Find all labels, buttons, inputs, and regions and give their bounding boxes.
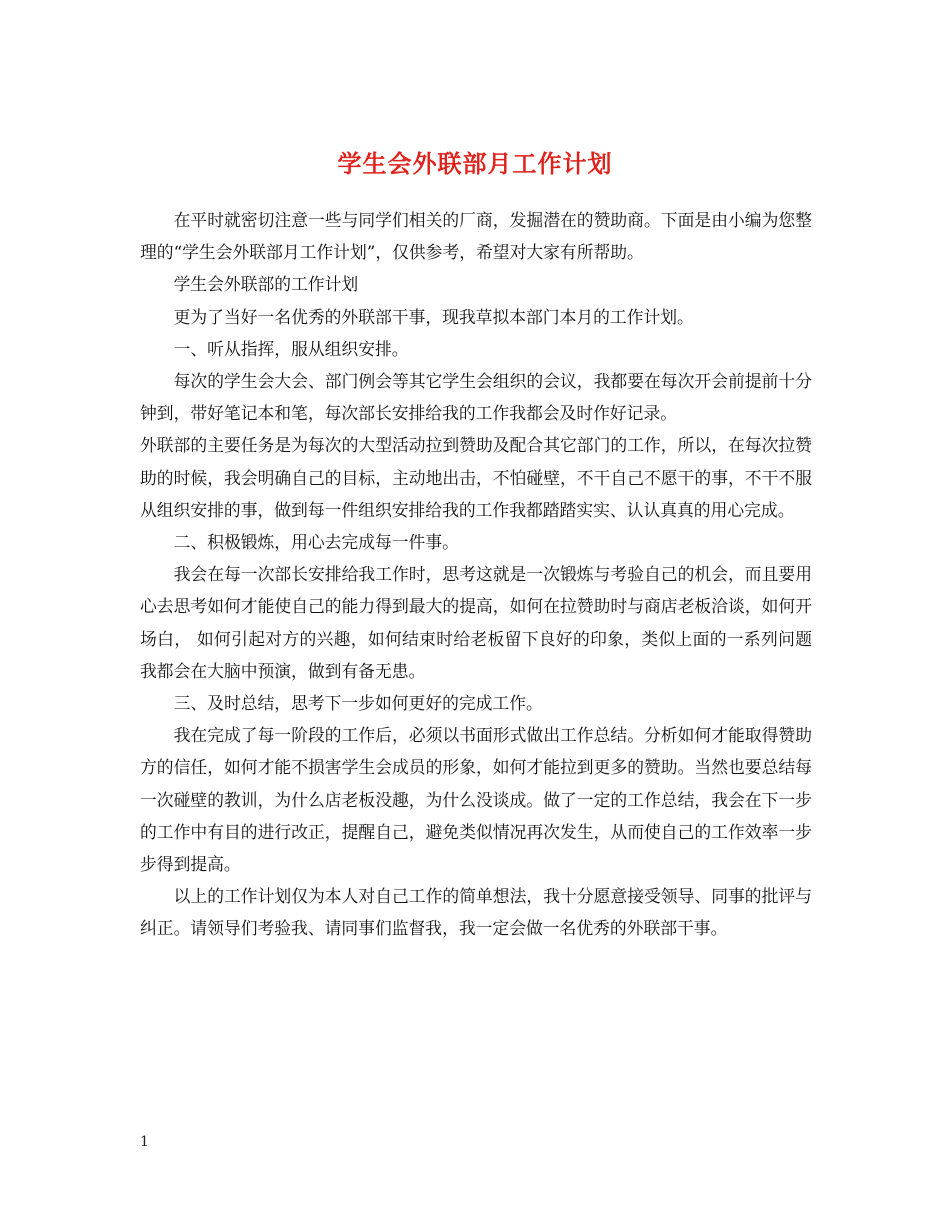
- paragraph-section-3: 我在完成了每一阶段的工作后，必须以书面形式做出工作总结。分析如何才能取得赞助方的信任，如何才能不损害学生会成员的形象，如何才能拉到更多的赞助。当然也要总结每一次碰壁的教训，为什么店老板没趣，为什么没谈成。做了一定的工作总结，我会在下一步的工作中有目的进行改正，提醒自己，避免类似情况再次发生，从而使自己的工作效率一步步得到提高。: [140, 725, 812, 875]
- document-body: [140, 204, 812, 945]
- paragraph-section-2: 我会在每一次部长安排给我工作时，思考这就是一次锻炼与考验自己的机会，而且要用心去思考如何才能使自己的能力得到最大的提高，如何在拉赞助时与商店老板洽谈，如何开场白， 如何引起对方的兴趣，如何结束时给老板留下良好的印象，类似上面的一系列问题我都会在大脑中预演，做到有备无患。: [140, 564, 812, 681]
- section-heading-2: 二、积极锻炼，用心去完成每一件事。: [173, 532, 459, 553]
- section-heading-1: 一、听从指挥，服从组织安排。: [173, 338, 409, 359]
- document-title: 学生会外联部月工作计划: [337, 149, 613, 179]
- paragraph-conclusion: 以上的工作计划仅为本人对自己工作的简单想法，我十分愿意接受领导、同事的批评与纠正。请领导们考验我、请同事们监督我，我一定会做一名优秀的外联部干事。: [140, 886, 812, 939]
- paragraph-section-1a: 每次的学生会大会、部门例会等其它学生会组织的会议，我都要在每次开会前提前十分钟到，带好笔记本和笔，每次部长安排给我的工作我都会及时作好记录。: [140, 371, 812, 424]
- paragraph-intro: 在平时就密切注意一些与同学们相关的厂商，发掘潜在的赞助商。下面是由小编为您整理的“学生会外联部月工作计划”，仅供参考，希望对大家有所帮助。: [140, 210, 812, 263]
- section-heading-3: 三、及时总结，思考下一步如何更好的完成工作。: [173, 693, 543, 714]
- page-number: 1: [140, 1134, 149, 1150]
- paragraph-subtitle: 学生会外联部的工作计划: [173, 274, 359, 295]
- paragraph-section-1b: 外联部的主要任务是为每次的大型活动拉到赞助及配合其它部门的工作，所以，在每次拉赞助的时候，我会明确自己的目标，主动地出击，不怕碰壁，不干自己不愿干的事，不干不服从组织安排的事，做到每一件组织安排给我的工作我都踏踏实实、认认真真的用心完成。: [140, 435, 812, 520]
- paragraph-purpose: 更为了当好一名优秀的外联部干事，现我草拟本部门本月的工作计划。: [173, 306, 694, 327]
